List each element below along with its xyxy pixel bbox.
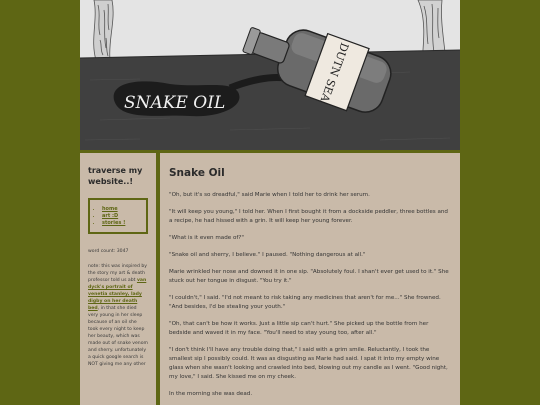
story-paragraph-text: "It will keep you young," I told her. When I first bought it from a dockside peddler, three bottles and a recipe, he had hissed with a grin. It will keep her young forever. (169, 209, 448, 224)
story-paragraph: Marie wrinkled her nose and downed it in one sip. "Absolutely foul. I shan't ever get used to it." She stuck out her tongue in disgust. "You try it." (169, 269, 449, 284)
nav-link-home[interactable]: home (102, 206, 118, 212)
banner-title: SNAKE OIL (124, 93, 226, 113)
nav-item-art (102, 213, 142, 220)
nav-link-stories[interactable]: stories ! (102, 220, 126, 226)
snake-oil-illustration (80, 0, 460, 150)
story-paragraph: In the morning she was dead. (169, 391, 253, 397)
nav-list (94, 206, 142, 227)
word-count: word count: 3047 (88, 249, 129, 254)
bottle-label: DUTN SEA (317, 40, 352, 104)
author-note-intro: note: this was inspired by the story my art & death professor told us abt (88, 264, 148, 283)
story-paragraph: "Snake oil and sherry, I believe." I paused. "Nothing dangerous at all." (169, 252, 366, 258)
header-banner (80, 0, 460, 150)
portrait-link[interactable]: van dyck's portrait of venetia stanley, lady digby on her death bed (88, 278, 147, 311)
story-paragraph: "I couldn't," I said. "I'd not meant to risk taking any medicines that aren't for me..." She frowned. "And besides, I'd be stealing your youth." (169, 295, 441, 310)
story-paragraph: "What is it even made of?" (169, 235, 244, 241)
story-paragraph (169, 208, 450, 226)
story-title: Snake Oil (169, 167, 225, 179)
sidebar (80, 153, 156, 405)
story-paragraph: "Oh, but it's so dreadful," said Marie when I told her to drink her serum. (169, 192, 370, 198)
story-content (160, 153, 460, 405)
nav-link-art[interactable]: art :D (102, 213, 119, 219)
nav-box (88, 198, 148, 234)
story-paragraph: "I don't think I'll have any trouble doing that," I said with a grim smile. Reluctantly, I took the smallest sip I possibly could. It was as disgusting as Marie had said. I spat it into my empty wine glass when she wasn't looking and crawled into bed, blowing out my candle as I went. "Good night, my love," I said. She kissed me on my cheek. (169, 347, 448, 380)
nav-item-home (102, 206, 142, 213)
author-note-rest: , in that she died very young in her sleep because of an oil she took every night to keep her beauty, which was made out of snake venom and sherry. unfortunately a quick google search is NOT giving me any other (88, 306, 149, 367)
story-paragraph: "Oh, that can't be how it works. Just a little sip can't hurt." She picked up the bottle from her bedside and waved it in my face. "You'll need to stay young too, after all." (169, 321, 429, 336)
sidebar-title: traverse my website..! (88, 166, 143, 186)
author-note (88, 263, 148, 368)
nav-item-stories (102, 220, 142, 227)
